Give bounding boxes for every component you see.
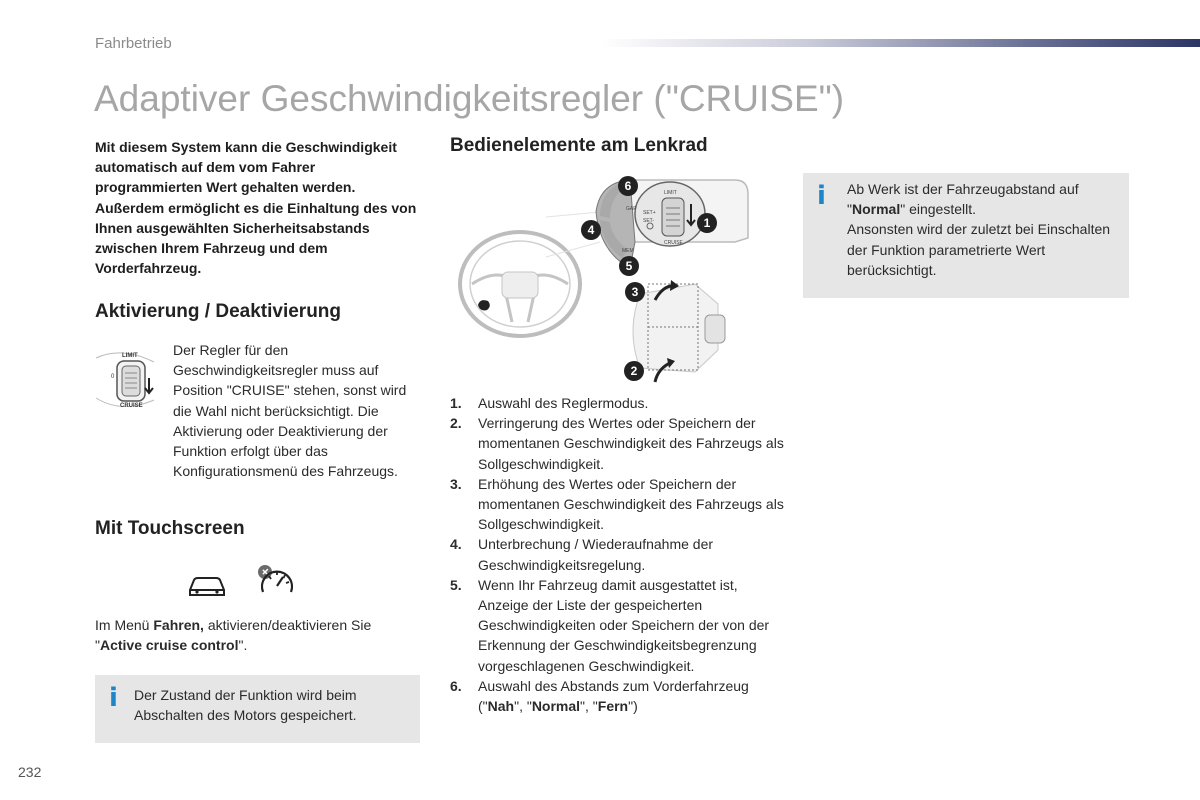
list-item bbox=[450, 393, 790, 413]
callout-3: 3 bbox=[631, 285, 639, 299]
info-distance-normal: Normal bbox=[851, 201, 901, 218]
callout-5: 5 bbox=[625, 259, 633, 273]
info-text-distance bbox=[847, 179, 1122, 280]
switch-label-zero: 0 bbox=[111, 374, 115, 380]
list-item bbox=[450, 534, 790, 574]
item-text: Unterbrechung / Wiederaufnahme der Geschwindigkeitsregelung. bbox=[478, 536, 714, 573]
cruise-switch-illustration bbox=[92, 340, 167, 415]
item-number: 2. bbox=[450, 415, 462, 432]
intro-text: Mit diesem System kann die Geschwindigkeit automatisch auf dem vom Fahrer programmierten Wert gehalten werden. Außerdem ermöglicht es die Einhaltung des von Ihnen ausgewählten Sicherheitsabstands zwischen Ihrem Fahrzeug und dem Vorderfahrzeug. bbox=[95, 139, 417, 277]
callout-4: 4 bbox=[587, 223, 595, 237]
info-distance-post: " eingestellt. bbox=[900, 201, 977, 218]
touchscreen-heading: Mit Touchscreen bbox=[95, 518, 245, 539]
stalk-label-set-plus: SET+ bbox=[643, 210, 656, 216]
steering-controls-diagram bbox=[450, 172, 750, 390]
info-box-distance bbox=[803, 173, 1129, 298]
stalk-label-mem: MEM bbox=[622, 248, 634, 254]
callout-6: 6 bbox=[624, 179, 632, 193]
item-number: 3. bbox=[450, 475, 462, 492]
info-icon: i bbox=[109, 683, 118, 713]
steering-wheel-illustration bbox=[460, 232, 580, 336]
menu-text-fahren: Fahren, bbox=[153, 617, 204, 633]
info-icon: i bbox=[817, 181, 826, 211]
section-label: Fahrbetrieb bbox=[95, 35, 172, 52]
menu-text-post: ". bbox=[238, 637, 248, 654]
item-text: Erhöhung des Wertes oder Speichern der momentanen Geschwindigkeit des Fahrzeugs als Sollgeschwindigkeit. bbox=[478, 475, 784, 533]
activation-heading: Aktivierung / Deaktivierung bbox=[95, 301, 342, 322]
touchscreen-menu-text bbox=[95, 615, 415, 655]
info-distance-pre: Ab Werk ist der Fahrzeugabstand auf " bbox=[847, 181, 1079, 218]
speedometer-icon bbox=[255, 562, 297, 600]
item-text-normal: Normal bbox=[531, 698, 581, 715]
item-text: Auswahl des Reglermodus. bbox=[478, 395, 649, 411]
callout-2: 2 bbox=[630, 364, 638, 378]
item-text-post: ") bbox=[628, 698, 638, 715]
item-number: 4. bbox=[450, 536, 462, 553]
list-item bbox=[450, 474, 790, 535]
list-item bbox=[450, 575, 790, 676]
header-bar bbox=[600, 39, 1200, 47]
stalk-label-limit: LIMIT bbox=[664, 190, 677, 196]
cruise-stalk-illustration bbox=[596, 180, 748, 268]
page-title: Adaptiver Geschwindigkeitsregler ("CRUISE") bbox=[94, 78, 845, 119]
menu-text-pre: Im Menü bbox=[95, 617, 154, 633]
menu-text-mid: aktivieren/deaktivieren Sie " bbox=[95, 617, 372, 654]
item-number: 1. bbox=[450, 395, 462, 411]
stalk-label-cruise: CRUISE bbox=[664, 240, 683, 246]
stalk-detail-illustration bbox=[630, 280, 725, 382]
info-distance-text2: Ansonsten wird der zuletzt bei Einschalten der Funktion parametrierte Wert berücksichtigt. bbox=[847, 221, 1111, 278]
item-number: 5. bbox=[450, 576, 462, 593]
item-number: 6. bbox=[450, 677, 462, 694]
item-text: Wenn Ihr Fahrzeug damit ausgestattet ist, Anzeige der Liste der gespeicherten Geschwindigkeiten oder Speichern der von der Erkennung der Geschwindigkeitsbegrenzung vorgeschlagenen Geschwindigkeit. bbox=[478, 576, 770, 674]
switch-label-cruise: CRUISE bbox=[120, 403, 143, 409]
item-text-fern: Fern bbox=[597, 698, 629, 715]
switch-label-limit: LIMIT bbox=[122, 353, 138, 359]
activation-text: Der Regler für den Geschwindigkeitsregler muss auf Position "CRUISE" stehen, sonst wird die Wahl nicht berücksichtigt. Die Aktivierung oder Deaktivierung der Funktion erfolgt über das Konfigurationsmenü des Fahrzeugs. bbox=[173, 342, 407, 480]
controls-legend-list bbox=[450, 393, 790, 716]
item-text-sep: ", " bbox=[580, 698, 598, 715]
car-icon bbox=[186, 570, 228, 600]
stalk-label-set-minus: SET- bbox=[643, 218, 655, 224]
item-text-sep: ", " bbox=[514, 698, 532, 715]
info-text-engine: Der Zustand der Funktion wird beim Abschalten des Motors gespeichert. bbox=[134, 687, 357, 724]
steering-heading: Bedienelemente am Lenkrad bbox=[450, 135, 708, 156]
list-item bbox=[450, 413, 790, 474]
item-text-pre: Auswahl des Abstands zum Vorderfahrzeug (" bbox=[478, 677, 749, 715]
callout-1: 1 bbox=[703, 216, 711, 230]
stalk-label-gap: GAP bbox=[626, 206, 637, 212]
item-text-nah: Nah bbox=[487, 698, 515, 715]
menu-text-active-cruise: Active cruise control bbox=[99, 637, 239, 654]
item-text: Verringerung des Wertes oder Speichern der momentanen Geschwindigkeit des Fahrzeugs als Sollgeschwindigkeit. bbox=[478, 415, 784, 472]
info-box-engine bbox=[95, 675, 420, 743]
list-item bbox=[450, 676, 790, 716]
page-number: 232 bbox=[18, 764, 42, 780]
